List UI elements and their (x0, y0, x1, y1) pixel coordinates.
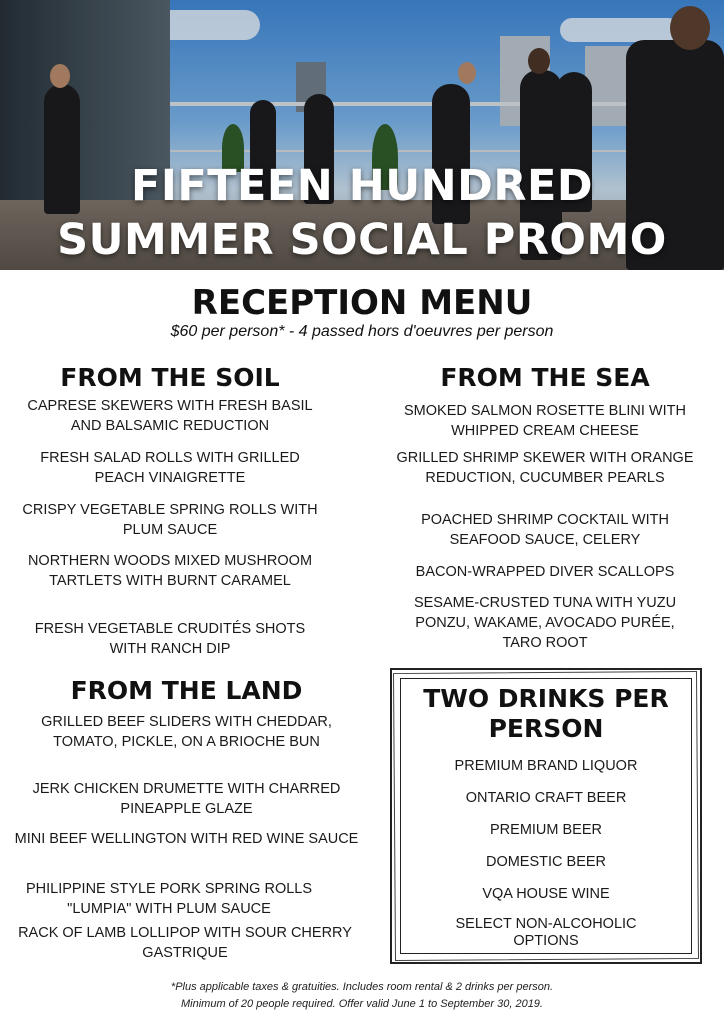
drink-item: PREMIUM BEER (490, 822, 602, 838)
drinks-heading: TWO DRINKS PER PERSON (423, 684, 669, 743)
menu-item: GRILLED BEEF SLIDERS WITH CHEDDAR, TOMATO, PICKLE, ON A BRIOCHE BUN (41, 714, 332, 750)
promo-title-line1: FIFTEEN HUNDRED (130, 161, 594, 211)
menu-item: BACON-WRAPPED DIVER SCALLOPS (415, 564, 675, 580)
menu-item: FRESH SALAD ROLLS WITH GRILLED PEACH VINAIGRETTE (40, 450, 300, 486)
drink-item: PREMIUM BRAND LIQUOR (454, 758, 638, 774)
menu-item: FRESH VEGETABLE CRUDITÉS SHOTS WITH RANCH DIP (34, 621, 306, 657)
menu-item: JERK CHICKEN DRUMETTE WITH CHARRED PINEAPPLE GLAZE (32, 781, 341, 817)
footnote-line1: *Plus applicable taxes & gratuities. Includes room rental & 2 drinks per person. (170, 981, 554, 993)
menu-item: GRILLED SHRIMP SKEWER WITH ORANGE REDUCTION, CUCUMBER PEARLS (396, 450, 694, 486)
menu-item: NORTHERN WOODS MIXED MUSHROOM TARTLETS WITH BURNT CARAMEL (27, 553, 313, 589)
menu-item: SESAME-CRUSTED TUNA WITH YUZU PONZU, WAKAME, AVOCADO PURÉE, TARO ROOT (413, 595, 677, 651)
menu-item: RACK OF LAMB LOLLIPOP WITH SOUR CHERRY GASTRIQUE (18, 925, 352, 961)
promo-title-line2: SUMMER SOCIAL PROMO (57, 215, 667, 265)
drink-item: ONTARIO CRAFT BEER (465, 790, 627, 806)
footnote-line2: Minimum of 20 people required. Offer valid June 1 to September 30, 2019. (181, 998, 543, 1010)
menu-item: PHILIPPINE STYLE PORK SPRING ROLLS "LUMPIA" WITH PLUM SAUCE (25, 881, 313, 917)
drink-item: SELECT NON-ALCOHOLIC OPTIONS (455, 916, 637, 949)
hero-photo (0, 0, 724, 270)
drink-item: VQA HOUSE WINE (482, 886, 610, 902)
reception-menu-heading: RECEPTION MENU (191, 283, 533, 323)
land-heading: FROM THE LAND (70, 676, 303, 705)
price-line: $60 per person* - 4 passed hors d'oeuvres per person (170, 323, 554, 340)
menu-item: SMOKED SALMON ROSETTE BLINI WITH WHIPPED CREAM CHEESE (404, 403, 686, 439)
soil-heading: FROM THE SOIL (60, 363, 280, 392)
menu-item: POACHED SHRIMP COCKTAIL WITH SEAFOOD SAUCE, CELERY (421, 512, 669, 548)
menu-item: CRISPY VEGETABLE SPRING ROLLS WITH PLUM SAUCE (22, 502, 318, 538)
menu-item: MINI BEEF WELLINGTON WITH RED WINE SAUCE (14, 831, 359, 847)
sea-heading: FROM THE SEA (440, 363, 650, 392)
menu-item: CAPRESE SKEWERS WITH FRESH BASIL AND BALSAMIC REDUCTION (27, 398, 313, 434)
drink-item: DOMESTIC BEER (485, 854, 607, 870)
